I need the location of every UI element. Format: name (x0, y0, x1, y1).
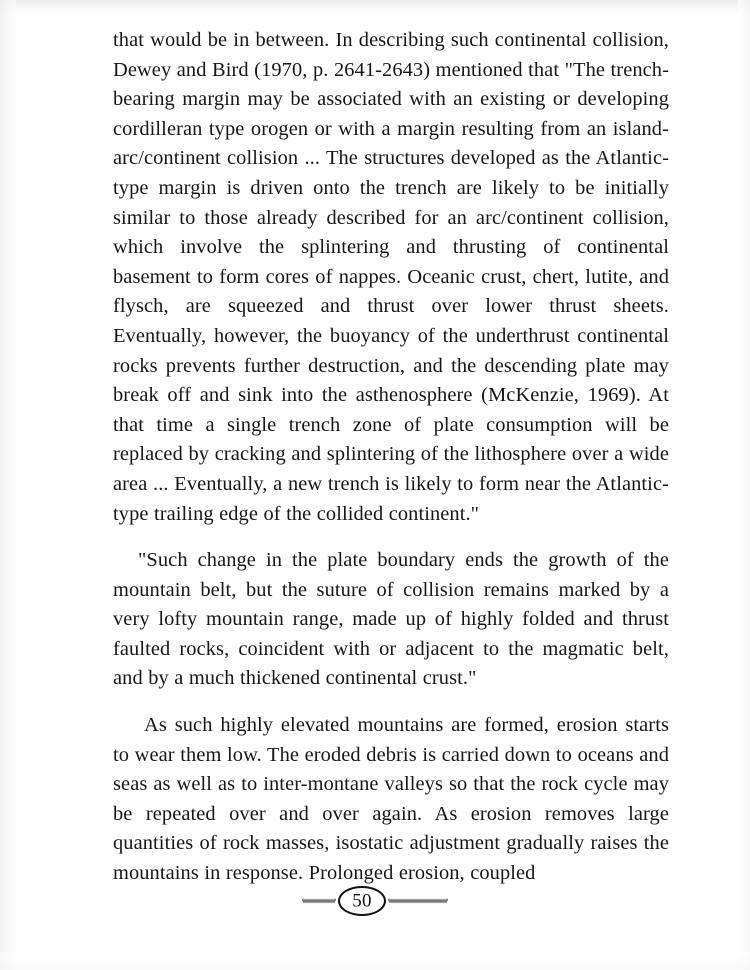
scan-edge-left (0, 0, 16, 970)
page-number-badge (338, 886, 386, 916)
body-paragraph-3: As such highly elevated mountains are formed, erosion starts to wear them low. The eroded debris is carried down to oceans and seas as well as to inter-montane valleys so that the rock cycle may be repeated over and over again. As erosion removes large quantities of rock masses, isostatic adjustment gradually raises the mountains in response. Prolonged erosion, coupled (113, 714, 669, 885)
body-paragraph-2: "Such change in the plate boundary ends the growth of the mountain belt, but the suture of collision remains marked by a very lofty mountain range, made up of highly folded and thrust faulted rocks, coincident with or adjacent to the magmatic belt, and by a much thickened continental crust." (113, 549, 669, 690)
body-paragraph-1: that would be in between. In describing such continental collision, Dewey and Bird (1970, p. 2641-2643) mentioned that "The trench-bearing margin may be associated with an existing or developing cordilleran type orogen or with a margin resulting from an island-arc/continent collision ... The structures developed as the Atlantic-type margin is driven onto the trench are likely to be initially similar to those already described for an arc/continent collision, which involve the splintering and thrusting of continental basement to form cores of nappes. Oceanic crust, chert, lutite, and flysch, are squeezed and thrust over lower thrust sheets. Eventually, however, the buoyancy of the underthrust continental rocks prevents further destruction, and the descending plate may break off and sink into the asthenosphere (McKenzie, 1969). At that time a single trench zone of plate consumption will be replaced by cracking and splintering of the lithosphere over a wide area ... Eventually, a new trench is likely to form near the Atlantic-type trailing edge of the collided continent." (113, 29, 669, 525)
scan-edge-bottom (0, 952, 750, 970)
page-number-text: 50 (352, 890, 372, 911)
scan-edge-top (0, 0, 750, 14)
page-text-block (113, 26, 669, 889)
wavy-rule-right-icon (388, 896, 448, 906)
wavy-rule-left-icon (302, 896, 336, 906)
page-footer (0, 884, 750, 918)
scan-edge-right (738, 0, 750, 970)
